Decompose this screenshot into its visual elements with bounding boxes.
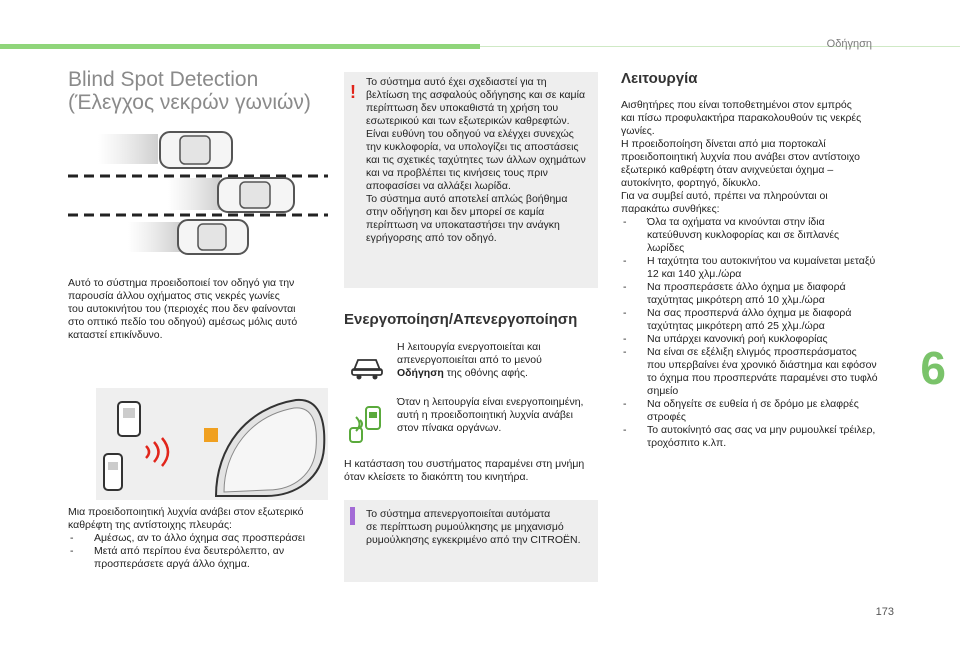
conditions-list	[621, 216, 889, 450]
warning-text	[366, 76, 594, 245]
own-car-rear-icon	[104, 454, 122, 490]
text-line: Όταν η λειτουργία είναι ενεργοποιημένη,	[397, 396, 584, 408]
adjacent-car-icon	[178, 220, 248, 254]
list-item: - Η ταχύτητα του αυτοκινήτου να κυμαίνεται μεταξύ 12 και 140 χλμ./ώρα	[621, 255, 889, 281]
text-line: του αυτοκινήτου του (περιοχές που δεν φαίνονται	[68, 303, 296, 315]
text-line: περίπτωση δεν υποκαθιστά τη χρήση του	[366, 102, 559, 114]
mirror-warning-lamp	[204, 428, 218, 442]
text-line: εγρήγορσης από τον οδηγό.	[366, 232, 497, 244]
blind-spot-illustration	[68, 118, 328, 258]
menu-name: Οδήγηση	[397, 367, 444, 379]
text-line: γωνίες.	[621, 125, 655, 137]
text-line: και τις σχετικές ταχύτητες των άλλων οχημάτων	[366, 154, 586, 166]
text-line: Το σύστημα αυτό έχει σχεδιαστεί για τη	[366, 76, 547, 88]
list-item: - Να οδηγείτε σε ευθεία ή σε δρόμο με ελαφρές στροφές	[621, 398, 889, 424]
text-line: Η λειτουργία ενεργοποιείται και	[397, 341, 541, 353]
passing-car-icon	[160, 132, 232, 168]
own-car-icon	[218, 178, 294, 212]
intro-paragraph	[68, 277, 336, 342]
list-item: - Το αυτοκίνητό σας σας να μην ρυμουλκεί τρέιλερ, τροχόσπιτο κ.λπ.	[621, 424, 889, 450]
text-line: παρουσία άλλου οχήματος στις νεκρές γωνίες	[68, 290, 280, 302]
text-line: Η κατάσταση του συστήματος παραμένει στη μνήμη	[344, 458, 585, 470]
text-line: ρυμούλκησης εγκεκριμένο από την CITROËN.	[366, 534, 581, 546]
operation-heading: Λειτουργία	[621, 70, 698, 87]
text-line: Το σύστημα απενεργοποιείται αυτόματα	[366, 508, 551, 520]
text-line: Μια προειδοποιητική λυχνία ανάβει στον εξωτερικό	[68, 506, 304, 518]
text-line: στο οπτικό πεδίο του οδηγού) αμέσως μόλις αυτό	[68, 316, 298, 328]
mirror-caption-list	[68, 532, 336, 571]
text-line: εξωτερικό καθρέφτη όταν ανιχνεύεται όχημα –	[621, 164, 834, 176]
list-item: - Να είναι σε εξέλιξη ελιγμός προσπεράσματος που υπερβαίνει ένα χρονικό διάστημα και εφόσον το όχημα που προσπερνάτε παραμένει στο τυφλό σημείο	[621, 346, 889, 398]
text-line: Αυτό το σύστημα προειδοποιεί τον οδηγό για την	[68, 277, 295, 289]
header-rule	[480, 46, 960, 47]
blind-spot-car-icon	[118, 402, 140, 436]
title-line: Blind Spot Detection	[68, 68, 259, 91]
mirror-caption	[68, 506, 336, 571]
list-item: - Να προσπεράσετε άλλο όχημα με διαφορά ταχύτητας μικρότερη από 10 χλμ./ώρα	[621, 281, 889, 307]
text-line: στην οδήγηση και δεν μπορεί σε καμία	[366, 206, 545, 218]
text-line: όταν κλείσετε το διακόπτη του κινητήρα.	[344, 471, 529, 483]
activation-heading: Ενεργοποίηση/Απενεργοποίηση	[344, 311, 578, 328]
list-item: - Αμέσως, αν το άλλο όχημα σας προσπεράσει	[68, 532, 336, 545]
text-line: καθρέφτη της αντίστοιχης πλευράς:	[68, 519, 232, 531]
list-item: - Μετά από περίπου ένα δευτερόλεπτο, αν προσπεράσετε αργά άλλο όχημα.	[68, 545, 336, 571]
text-line: στον πίνακα οργάνων.	[397, 422, 502, 434]
text-line: καταστεί επικίνδυνο.	[68, 329, 163, 341]
text-line: την κυκλοφορία, να υπολογίζει τις αποστάσεις	[366, 141, 579, 153]
text-line: βελτίωση της ασφαλούς οδήγησης και σε καμία	[366, 89, 586, 101]
text-line: Αισθητήρες που είναι τοποθετημένοι στον εμπρός	[621, 99, 852, 111]
warning-icon: !	[350, 82, 356, 102]
text-line: και πίσω προφυλακτήρα παρακολουθούν τις νεκρές	[621, 112, 862, 124]
text-line: αποφασίσει να αλλάξει λωρίδα.	[366, 180, 511, 192]
text-line: Για να συμβεί αυτό, πρέπει να πληρούνται οι	[621, 190, 828, 202]
list-item: - Όλα τα οχήματα να κινούνται στην ίδια κατεύθυνση κυκλοφορίας και σε διπλανές λωρίδες	[621, 216, 889, 255]
car-settings-icon	[350, 350, 384, 380]
activation-item-menu	[397, 341, 597, 380]
side-mirror-illustration	[96, 388, 328, 500]
text-line: παρακάτω συνθήκες:	[621, 203, 720, 215]
page-title	[68, 68, 338, 114]
activation-item-indicator	[397, 396, 597, 435]
text-line: αυτή η προειδοποιητική λυχνία ανάβει	[397, 409, 573, 421]
page-number: 173	[875, 606, 894, 618]
text-line: Η προειδοποίηση δίνεται από μια πορτοκαλί	[621, 138, 826, 150]
text-line: Το σύστημα αυτό αποτελεί απλώς βοήθημα	[366, 193, 568, 205]
title-line: (Έλεγχος νεκρών γωνιών)	[68, 91, 311, 114]
text-line: Οδήγηση της οθόνης αφής.	[397, 367, 528, 379]
text-line: σε περίπτωση ρυμούλκησης με μηχανισμό	[366, 521, 564, 533]
text-line: αυτοκίνητο, φορτηγό, δίκυκλο.	[621, 177, 761, 189]
text-line: απενεργοποιείται από το μενού	[397, 354, 542, 366]
chapter-number: 6	[920, 342, 946, 394]
header-accent-bar	[0, 44, 480, 49]
list-item: - Να σας προσπερνά άλλο όχημα με διαφορά ταχύτητας μικρότερη από 25 χλμ./ώρα	[621, 307, 889, 333]
text-line: και να προβλέπει τις κινήσεις τους πριν	[366, 167, 548, 179]
text-line: εσωτερικού και των εξωτερικών καθρεφτών.	[366, 115, 570, 127]
blind-spot-warning-icon	[346, 404, 386, 444]
info-icon	[350, 507, 355, 525]
text-line: Είναι ευθύνη του οδηγού να ελέγχει συνεχώς	[366, 128, 574, 140]
text-line: προειδοποιητική λυχνία που ανάβει στον αντίστοιχο	[621, 151, 860, 163]
text-line: περίπτωση να υποκαταστήσει την ανάγκη	[366, 219, 560, 231]
operation-text	[621, 99, 889, 450]
memory-note	[344, 458, 598, 484]
info-text	[366, 508, 594, 547]
section-title: Οδήγηση	[826, 38, 872, 50]
list-item: - Να υπάρχει κανονική ροή κυκλοφορίας	[621, 333, 889, 346]
